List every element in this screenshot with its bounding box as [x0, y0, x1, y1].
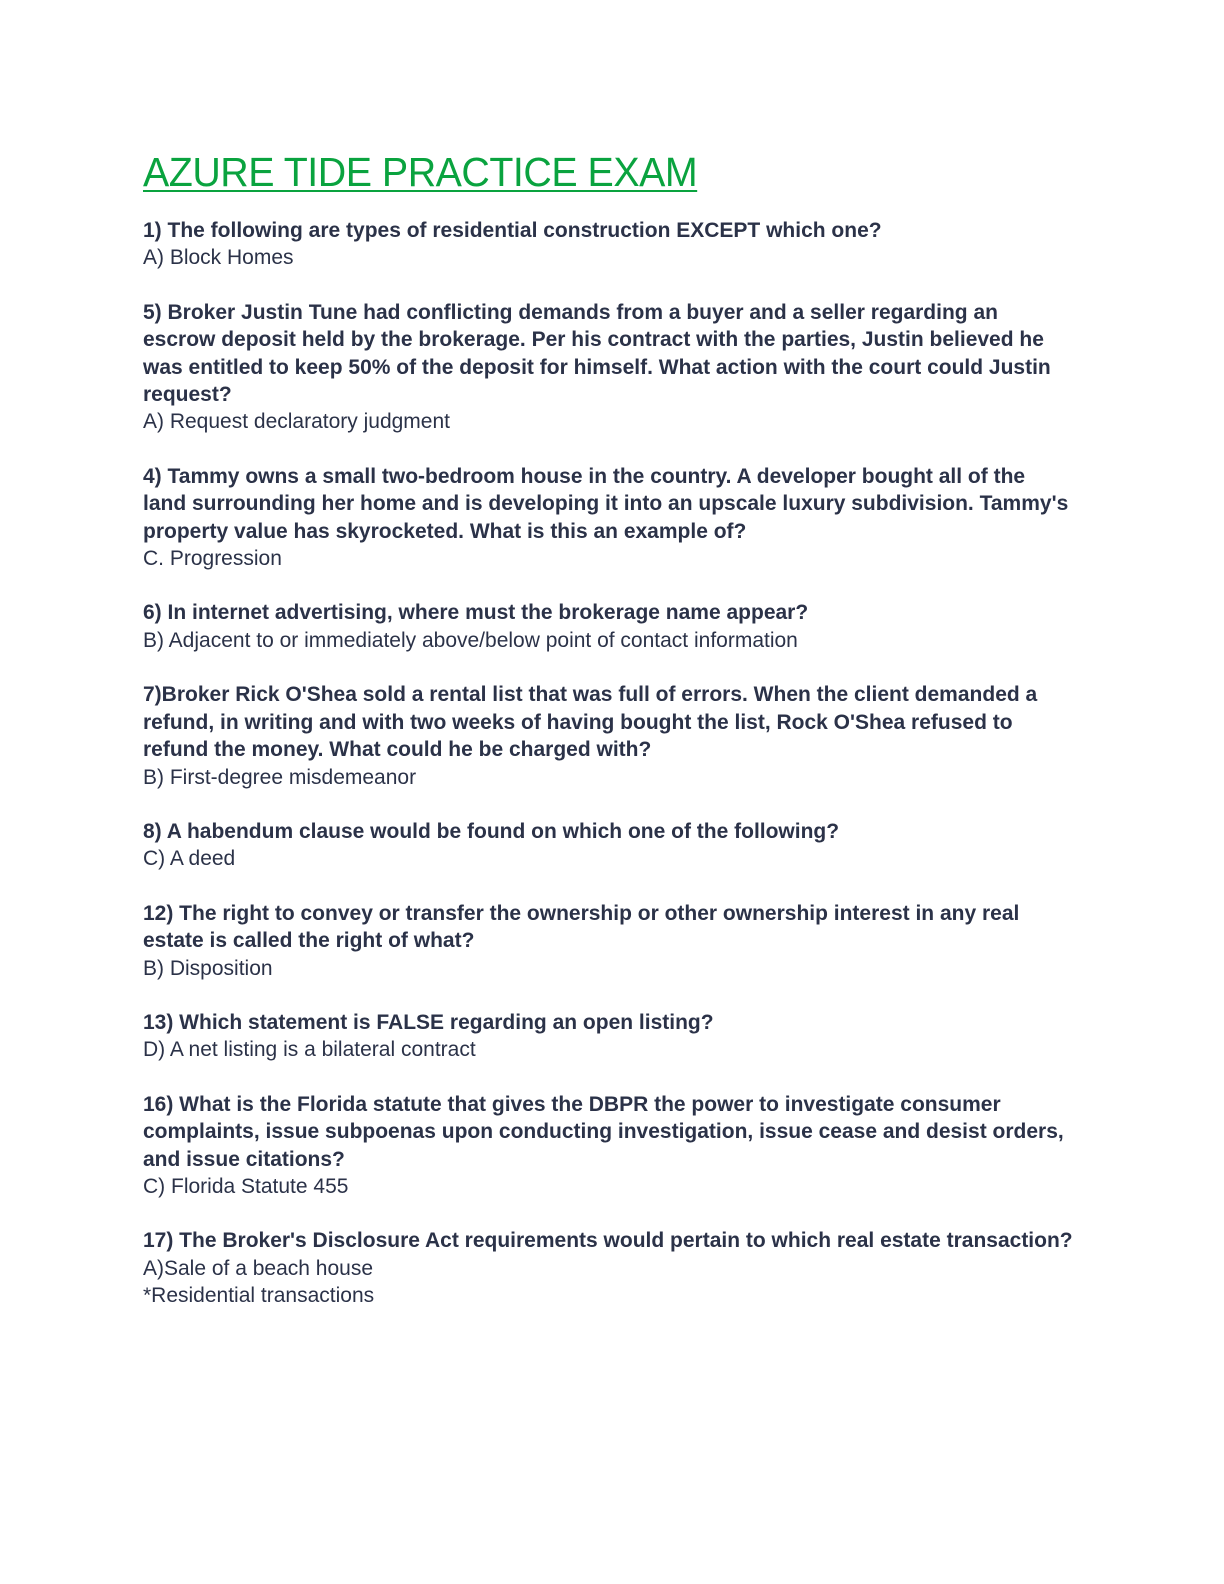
question-item — [143, 818, 1073, 873]
answer-text: A)Sale of a beach house — [143, 1256, 373, 1280]
answer-text: B) Disposition — [143, 956, 273, 980]
question-list — [143, 217, 1073, 1337]
document-title: AZURE TIDE PRACTICE EXAM — [143, 149, 698, 195]
question-item — [143, 1227, 1073, 1309]
question-text: 8) A habendum clause would be found on which one of the following? — [143, 819, 840, 843]
question-text: 13) Which statement is FALSE regarding an open listing? — [143, 1010, 714, 1034]
answer-text: C. Progression — [143, 547, 282, 571]
question-item — [143, 1091, 1073, 1201]
answer-text: D) A net listing is a bilateral contract — [143, 1038, 476, 1062]
answer-text: A) Block Homes — [143, 246, 294, 270]
question-text: 17) The Broker's Disclosure Act requirements would pertain to which real estate transaction? — [143, 1229, 1073, 1253]
question-item — [143, 599, 1073, 654]
answer-text: C) A deed — [143, 847, 236, 871]
question-text: 6) In internet advertising, where must the brokerage name appear? — [143, 601, 809, 625]
answer-text: A) Request declaratory judgment — [143, 410, 450, 434]
question-item — [143, 681, 1073, 791]
question-text: 7)Broker Rick O'Shea sold a rental list that was full of errors. When the client demanded a refund, in writing and with two weeks of having bought the list, Rock O'Shea refused to refund the money. What could he be charged with? — [143, 683, 1038, 762]
answer-text: B) First-degree misdemeanor — [143, 765, 417, 789]
question-text: 12) The right to convey or transfer the ownership or other ownership interest in any real estate is called the right of what? — [143, 901, 1020, 953]
question-item — [143, 217, 1073, 272]
question-item — [143, 299, 1073, 436]
question-text: 5) Broker Justin Tune had conflicting demands from a buyer and a seller regarding an escrow deposit held by the brokerage. Per his contract with the parties, Justin believed he was entitled to keep 50% of the deposit for himself. What action with the court could Justin request? — [143, 300, 1051, 407]
question-item — [143, 463, 1073, 573]
question-item — [143, 1009, 1073, 1064]
question-text: 4) Tammy owns a small two-bedroom house in the country. A developer bought all of the land surrounding her home and is developing it into an upscale luxury subdivision. Tammy's property value has skyrocketed. What is this an example of? — [143, 464, 1069, 543]
question-text: 1) The following are types of residential construction EXCEPT which one? — [143, 219, 882, 242]
answer-note: *Residential transactions — [143, 1284, 375, 1308]
question-text: 16) What is the Florida statute that gives the DBPR the power to investigate consumer complaints, issue subpoenas upon conducting investigation, issue cease and desist orders, and issue citations? — [143, 1092, 1064, 1171]
answer-text: C) Florida Statute 455 — [143, 1174, 349, 1198]
question-item — [143, 900, 1073, 982]
answer-text: B) Adjacent to or immediately above/below point of contact information — [143, 628, 798, 652]
